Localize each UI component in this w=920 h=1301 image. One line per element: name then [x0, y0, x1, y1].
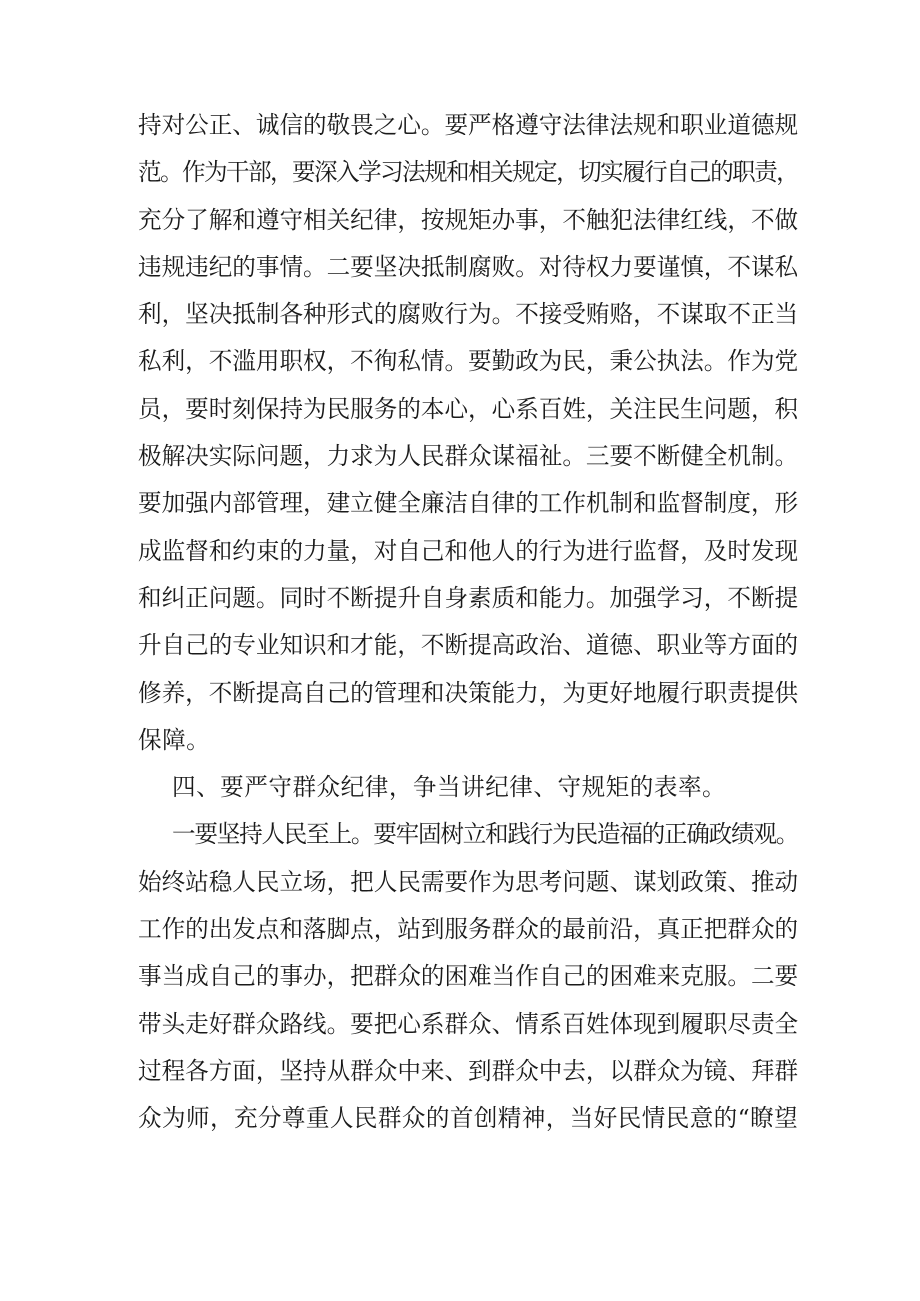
text-line: 持对公正、诚信的敬畏之心。要严格遵守法律法规和职业道德规 [138, 111, 798, 139]
text-line: 范。作为干部，要深入学习法规和相关规定，切实履行自己的职责， [138, 158, 798, 187]
body-text [138, 102, 798, 1143]
text-line: 利，坚决抵制各种形式的腐败行为。不接受贿赂，不谋取不正当 [138, 300, 798, 329]
text-line: 工作的出发点和落脚点，站到服务群众的最前沿，真正把群众的 [138, 915, 798, 944]
text-line: 修养，不断提高自己的管理和决策能力，为更好地履行职责提供 [138, 678, 798, 707]
text-line: 过程各方面，坚持从群众中来、到群众中去，以群众为镜、拜群 [138, 1056, 798, 1085]
paragraph-first-line: 一要坚持人民至上。要牢固树立和践行为民造福的正确政绩观。 [172, 820, 798, 849]
text-line: 众为师，充分尊重人民群众的首创精神，当好民情民意的“瞭望 [138, 1104, 798, 1133]
text-line: 和纠正问题。同时不断提升自身素质和能力。加强学习，不断提 [138, 583, 798, 612]
text-line: 事当成自己的事办，把群众的困难当作自己的困难来克服。二要 [138, 962, 798, 991]
text-line: 成监督和约束的力量，对自己和他人的行为进行监督，及时发现 [138, 536, 798, 565]
section-heading: 四、要严守群众纪律，争当讲纪律、守规矩的表率。 [172, 773, 727, 802]
text-line: 极解决实际问题，力求为人民群众谋福祉。三要不断健全机制。 [138, 442, 798, 471]
text-line: 违规违纪的事情。二要坚决抵制腐败。对待权力要谨慎，不谋私 [138, 252, 798, 281]
text-line: 保障。 [138, 725, 211, 754]
text-line: 带头走好群众路线。要把心系群众、情系百姓体现到履职尽责全 [138, 1009, 798, 1038]
text-line: 员，要时刻保持为民服务的本心，心系百姓，关注民生问题，积 [138, 394, 798, 423]
text-line: 私利，不滥用职权，不徇私情。要勤政为民，秉公执法。作为党 [138, 347, 798, 376]
text-line: 升自己的专业知识和才能，不断提高政治、道德、职业等方面的 [138, 631, 798, 660]
text-line: 始终站稳人民立场，把人民需要作为思考问题、谋划政策、推动 [138, 867, 798, 896]
text-line: 要加强内部管理，建立健全廉洁自律的工作机制和监督制度，形 [138, 489, 798, 518]
text-line: 充分了解和遵守相关纪律，按规矩办事，不触犯法律红线，不做 [138, 205, 798, 234]
